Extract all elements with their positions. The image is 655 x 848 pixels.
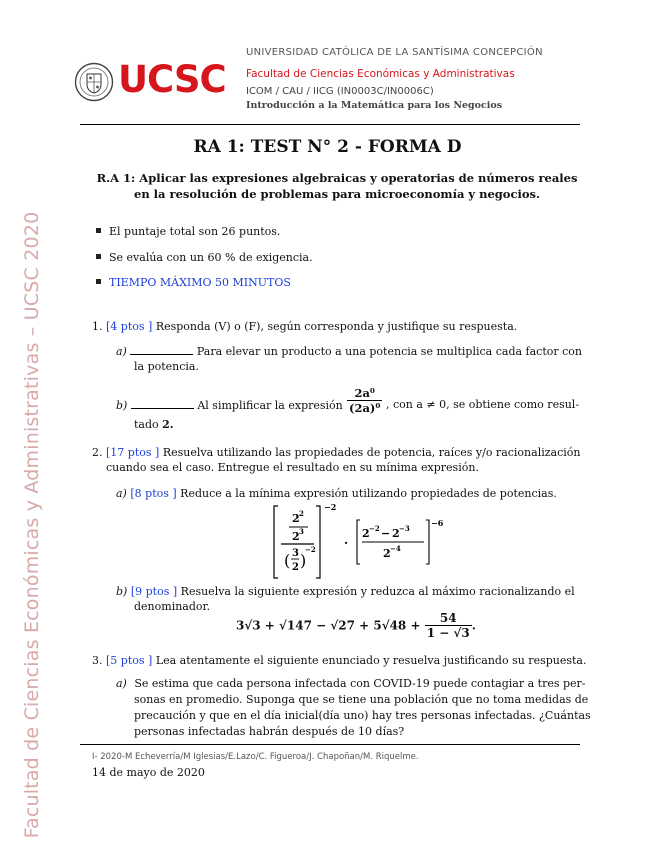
question-3: 3. [5 ptos ] Lea atentamente el siguiente enunciado y resuelva justificando su respuesta. <box>92 654 587 667</box>
svg-text:−2: −2 <box>305 545 316 554</box>
q2-b: b) [9 ptos ] Resuelva la siguiente expresión y reduzca al máximo racionalizando el <box>116 585 575 598</box>
svg-text:): ) <box>300 551 307 570</box>
svg-text:−2: −2 <box>369 524 380 533</box>
svg-text:−4: −4 <box>390 544 401 553</box>
q3-points: [5 ptos ] <box>106 654 153 667</box>
logo-text: UCSC <box>118 58 226 101</box>
svg-text:3: 3 <box>292 548 299 559</box>
ucsc-logo <box>74 58 226 108</box>
svg-text:2: 2 <box>383 547 391 560</box>
svg-text:−6: −6 <box>431 518 444 528</box>
svg-text:2: 2 <box>362 527 370 540</box>
page-title: RA 1: TEST N° 2 - FORMA D <box>193 137 462 157</box>
q1-b: b) Al simplificar la expresión <box>116 399 343 412</box>
learning-outcome: R.A 1: Aplicar las expresiones algebraicas y operatorias de números reales en la resolución de problemas para microeconomía y negocios. <box>96 171 578 201</box>
q2a-expression <box>264 500 454 582</box>
svg-text:2: 2 <box>392 527 400 540</box>
answer-blank[interactable] <box>131 398 194 409</box>
bullet-item-time: TIEMPO MÁXIMO 50 MINUTOS <box>96 276 291 290</box>
course-name: Introducción a la Matemática para los Negocios <box>246 100 503 111</box>
svg-text:2: 2 <box>292 530 300 543</box>
bullet-item: Se evalúa con un 60 % de exigencia. <box>96 251 313 265</box>
footer-divider <box>80 744 580 745</box>
question-1: 1. [4 ptos ] Responda (V) o (F), según corresponda y justifique su respuesta. <box>92 320 518 333</box>
q2b-expression: 3√3 + √147 − √27 + 5√48 + $\frac{54}{1 - √3}$ . <box>236 611 476 640</box>
q1-b-cont: tado 2. <box>134 418 174 431</box>
q3-a-line: sonas en promedio. Suponga que se tiene una población que no toma medidas de <box>134 693 589 706</box>
footer-authors: I- 2020-M Echeverría/M Iglesias/E.Lazo/C. Figueroa/J. Chapoñan/M. Riquelme. <box>92 752 419 762</box>
q2-b-cont: denominador. <box>134 600 211 613</box>
question-2-cont: cuando sea el caso. Entregue el resultado en su mínima expresión. <box>106 461 479 474</box>
svg-text:−: − <box>381 527 391 540</box>
svg-text:2: 2 <box>292 562 299 573</box>
program-codes: ICOM / CAU / IICG (IN0003C/IN0006C) <box>246 86 434 97</box>
q3-a: a) Se estima que cada persona infectada con COVID-19 puede contagiar a tres per- <box>116 677 586 690</box>
university-seal-icon <box>74 62 114 102</box>
svg-text:−2: −2 <box>324 502 337 512</box>
q2-a: a) [8 ptos ] Reduce a la mínima expresión utilizando propiedades de potencias. <box>116 487 557 500</box>
bullet-item: El puntaje total son 26 puntos. <box>96 225 280 239</box>
question-2: 2. [17 ptos ] Resuelva utilizando las propiedades de potencia, raíces y/o racionalización <box>92 446 581 459</box>
q3-a-line: personas infectadas habrán después de 10 días? <box>134 725 405 738</box>
svg-text:2: 2 <box>299 509 304 518</box>
side-banner: Facultad de Ciencias Económicas y Administrativas – UCSC 2020 <box>21 211 43 839</box>
answer-blank[interactable] <box>130 344 193 355</box>
university-name: UNIVERSIDAD CATÓLICA DE LA SANTÍSIMA CONCEPCIÓN <box>246 47 543 58</box>
svg-text:3: 3 <box>299 527 304 536</box>
svg-text:2: 2 <box>292 512 300 525</box>
q1-a: a) Para elevar un producto a una potencia se multiplica cada factor con <box>116 345 582 358</box>
q1-points: [4 ptos ] <box>106 320 153 333</box>
q1-b-post: , con a ≠ 0, se obtiene como resul- <box>386 398 580 411</box>
footer-date: 14 de mayo de 2020 <box>92 766 205 779</box>
header-divider <box>80 124 580 125</box>
svg-text:−3: −3 <box>399 524 410 533</box>
svg-text:(: ( <box>284 551 291 570</box>
faculty-name: Facultad de Ciencias Económicas y Administrativas <box>246 68 515 80</box>
q1-a-cont: la potencia. <box>134 360 199 373</box>
q2-points: [17 ptos ] <box>106 446 160 459</box>
q1-b-fraction: $\frac{\text{2a⁰}}{\text{(2a)⁰}}$ <box>349 386 381 415</box>
q3-a-line: precaución y que en el día inicial(día uno) hay tres personas infectadas. ¿Cuántas <box>134 709 591 722</box>
svg-text:·: · <box>344 536 349 550</box>
